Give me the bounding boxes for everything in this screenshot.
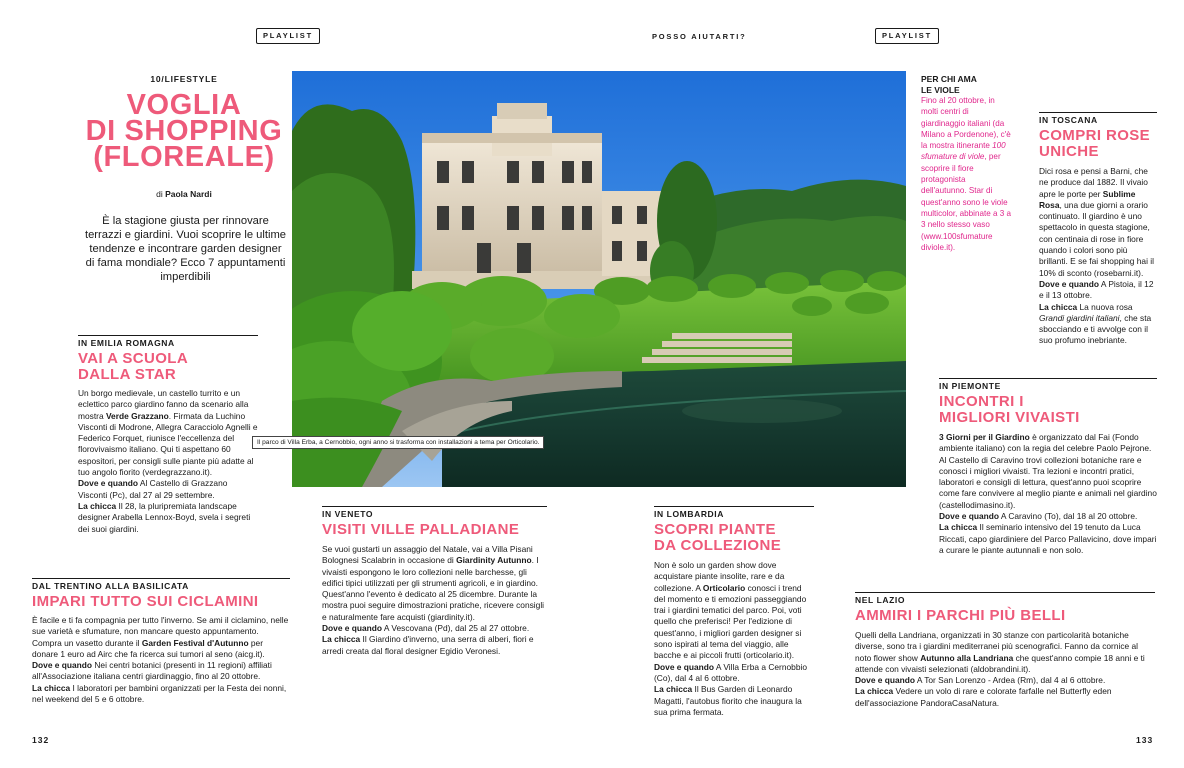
section-title: SCOPRI PIANTE DA COLLEZIONE bbox=[654, 521, 782, 554]
section-label: 10/LIFESTYLE bbox=[150, 74, 218, 84]
section-kicker: IN PIEMONTE bbox=[939, 381, 1001, 391]
photo-caption: Il parco di Villa Erba, a Cernobbio, ogni anno si trasforma con installazioni a tema per Orticolario. bbox=[252, 436, 544, 449]
article-title: VOGLIA DI SHOPPING (FLOREALE) bbox=[85, 89, 283, 173]
section-kicker: NEL LAZIO bbox=[855, 595, 906, 605]
section-title: IMPARI TUTTO SUI CICLAMINI bbox=[32, 593, 259, 610]
section-kicker: IN LOMBARDIA bbox=[654, 509, 724, 519]
viole-text: Fino al 20 ottobre, in molti centri di giardinaggio italiani (da Milano a Pordenone), c'è la mostra itinerante 100 sfumature di viole, per scoprire il fiore protagonista dell'autunno. Star di quest'anno sono le viole multicolor, abbinate a 3 a 3 nello stesso vaso (www.100sfumature diviole.it). bbox=[921, 96, 1011, 252]
playlist-tag-right: PLAYLIST bbox=[875, 28, 939, 44]
section-body: Quelli della Landriana, organizzati in 30 stanze con particolarità botaniche diverse, sono tra i giardini mediterranei più scenografici. Fanno da cornice al noto flower show Autunno alla Landriana che quest'anno compie 18 anni e ti attende con vivaisti selezionati (aldobrandini.it). Dove e quando A Tor San Lorenzo - Ardea (Rm), dal 4 al 6 ottobre. La chicca Vedere un volo di rare e colorate farfalle nel Butterfly eden dell'associazione PandoraCasaNatura. bbox=[855, 630, 1145, 708]
section-body: Un borgo medievale, un castello turrito e un eclettico parco giardino fanno da scenario alla mostra Verde Grazzano. Firmata da Luchino Visconti di Modrone, Allegra Caracciolo Agnelli e Federico Forquet, riunisce l'eccellenza del florovivaismo italiano. Qui ti aspettano 60 espositori, per consigli sulle piante più adatte al tuo angolo fiorito (verdegrazzano.it). Dove e quando Al Castello di Grazzano Visconti (Pc), dal 27 al 29 settembre. La chicca Il 28, la pluripremiata landscape designer Arabella Lennox-Boyd, svela i segreti dei suoi giardini. bbox=[78, 388, 258, 534]
section-title: VISITI VILLE PALLADIANE bbox=[322, 521, 520, 538]
intro-paragraph: È la stagione giusta per rinnovare terrazzi e giardini. Vuoi scoprire le ultime tendenze e incontrare garden designer di fama mondiale? Ecco 7 appuntamenti imperdibili bbox=[84, 215, 287, 283]
page-number-right: 133 bbox=[1136, 735, 1154, 745]
section-toscana bbox=[1039, 115, 1157, 347]
playlist-tag-left: PLAYLIST bbox=[256, 28, 320, 44]
section-title: AMMIRI I PARCHI PIÙ BELLI bbox=[855, 607, 1066, 624]
villa-illustration bbox=[292, 71, 906, 487]
section-body: Se vuoi gustarti un assaggio del Natale, vai a Villa Pisani Bolognesi Scalabrin in occasione di Giardinity Autunno. I vivaisti espongono le loro collezioni nelle barchesse, gli edifici tipici utilizzati per gli strumenti agricoli, e in giardino. Quest'anno l'evento è dedicato al 25 dicembre. Durante la mostra puoi seguire dimostrazioni pratiche, ricevere consigli e naturalmente fare acquisti (giardinity.it). Dove e quando A Vescovana (Pd), dal 25 al 27 ottobre. La chicca Il Giardino d'inverno, una serra di alberi, fiori e arredi creata dal floral designer Egidio Veronesi. bbox=[322, 544, 545, 656]
viole-sidebar bbox=[921, 74, 1011, 253]
section-veneto bbox=[322, 509, 547, 657]
section-kicker: IN VENETO bbox=[322, 509, 374, 519]
viole-heading: PER CHI AMA LE VIOLE bbox=[921, 74, 977, 95]
section-kicker: IN TOSCANA bbox=[1039, 115, 1098, 125]
section-title: INCONTRI I MIGLIORI VIVAISTI bbox=[939, 393, 1080, 426]
section-body: È facile e ti fa compagnia per tutto l'inverno. Se ami il ciclamino, nelle sue varietà e sfumature, non mancare questo appuntamento. Compra un vasetto durante il Garden Festival d'Autunno per donare 1 euro ad Airc che fa ricerca sui tumori al seno (aicg.it). Dove e quando Nei centri botanici (presenti in 11 regioni) affiliati all'Associazione italiana centri giardinaggio, fino al 20 ottobre. La chicca I laboratori per bambini organizzati per la Festa dei nonni, nel weekend del 5 e 6 ottobre. bbox=[32, 615, 289, 705]
section-emilia bbox=[78, 338, 258, 535]
section-lazio bbox=[855, 595, 1155, 709]
section-ciclamini bbox=[32, 581, 290, 705]
section-body: 3 Giorni per il Giardino è organizzato dal Fai (Fondo ambiente italiano) con la regia del celebre Paolo Pejrone. Al Castello di Caravino trovi collezioni botaniche rare e conosci i migliori vivaisti. Tra lezioni e incontri pratici, laboratori e consigli di lettura, quest'anno puoi scoprire come fare convivere al meglio piante e animali nel giardino (castellodimasino.it). Dove e quando A Caravino (To), dal 18 al 20 ottobre. La chicca Il seminario intensivo del 19 tenuto da Luca Riccati, capo giardiniere del Parco Pallavicino, dove impari a curare le piante autunnali e non solo. bbox=[939, 432, 1157, 555]
section-body: Non è solo un garden show dove acquistare piante insolite, rare e da collezione. A Orticolario conosci i trend del momento e ti emozioni passeggiando trai i giardini tematici del parco. Poi, voti quello che preferisci! Per l'edizione di quest'anno, i migliori garden designer si sono ispirati al tema del viaggio, alle bacche e ai piccoli frutti (orticolario.it). Dove e quando A Villa Erba a Cernobbio (Co), dal 4 al 6 ottobre. La chicca Il Bus Garden di Leonardo Magatti, l'autobus fiorito che inaugura la sua prima fermata. bbox=[654, 560, 807, 717]
page-number-left: 132 bbox=[32, 735, 50, 745]
villa-erba-photo bbox=[292, 71, 906, 487]
header-title: POSSO AIUTARTI? bbox=[652, 32, 747, 41]
section-kicker: DAL TRENTINO ALLA BASILICATA bbox=[32, 581, 189, 591]
section-title: VAI A SCUOLA DALLA STAR bbox=[78, 350, 189, 383]
section-lombardia bbox=[654, 509, 814, 718]
section-kicker: IN EMILIA ROMAGNA bbox=[78, 338, 175, 348]
section-body: Dici rosa e pensi a Barni, che ne produce dal 1882. Il vivaio apre le porte per Sublime Rosa, una due giorni a orario continuato. Il giardino è uno spettacolo in questa stagione, con centinaia di rose in fiore quando i colori sono più brillanti. E se fai shopping hai il 10% di sconto (rosebarni.it). Dove e quando A Pistoia, il 12 e il 13 ottobre. La chicca La nuova rosa Grandi giardini italiani, che sta sbocciando e ti avvolge con il suo profumo inebriante. bbox=[1039, 166, 1154, 346]
section-title: COMPRI ROSE UNICHE bbox=[1039, 127, 1151, 160]
byline: di Paola Nardi bbox=[156, 189, 212, 199]
section-piemonte bbox=[939, 381, 1157, 556]
